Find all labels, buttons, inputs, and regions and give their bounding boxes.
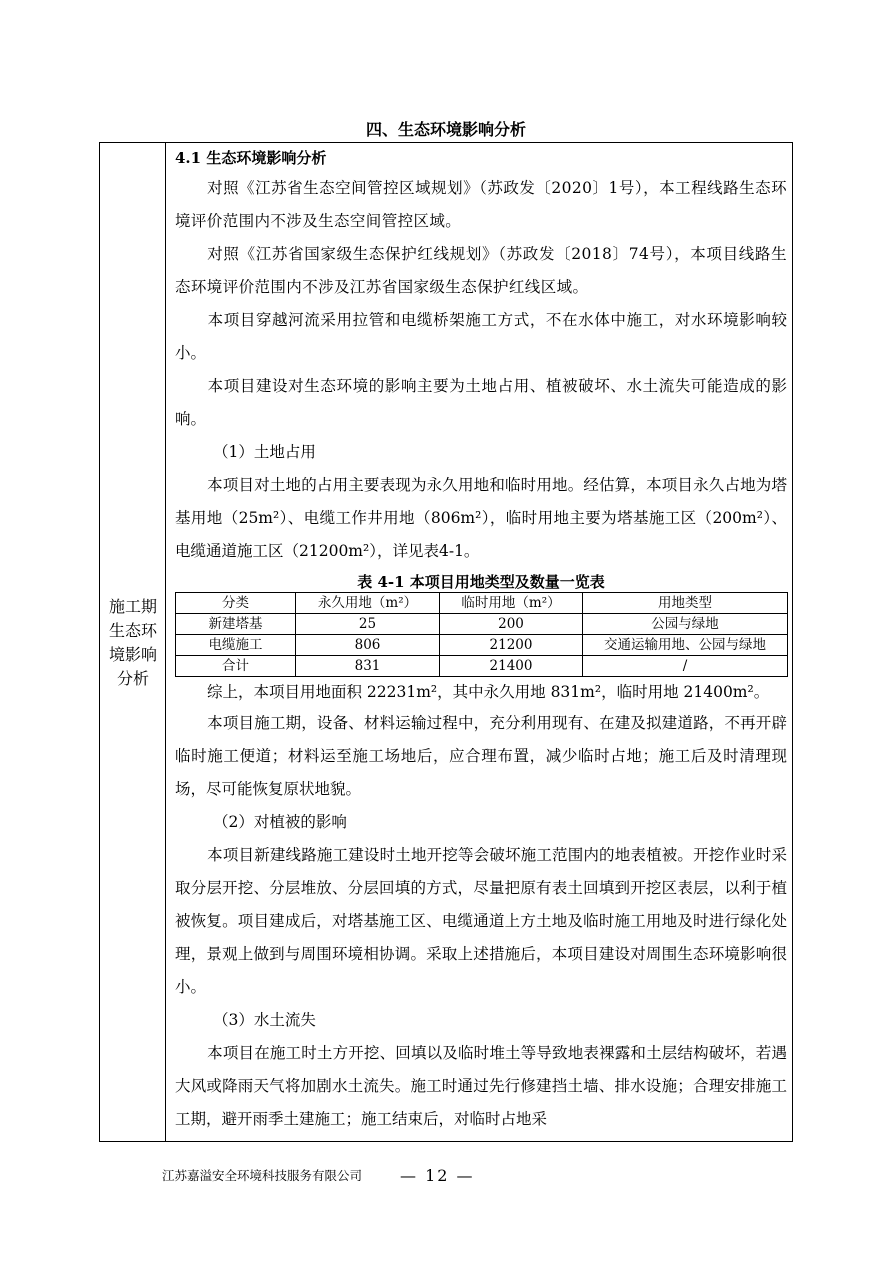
table-header-row: [176, 593, 788, 614]
table-cell: 21200: [440, 635, 583, 656]
footer-company: 江苏嘉溢安全环境科技服务有限公司: [162, 1168, 363, 1183]
page-title: 四、生态环境影响分析: [365, 120, 526, 139]
table-cell: 25: [296, 614, 440, 635]
paragraph: 对照《江苏省生态空间管控区域规划》（苏政发〔2020〕1号），本工程线路生态环境评价范围内不涉及生态空间管控区域。: [175, 179, 787, 230]
table-cell: /: [583, 656, 788, 677]
paragraph: 本项目穿越河流采用拉管和电缆桥架施工方式，不在水体中施工，对水环境影响较小。: [175, 311, 787, 362]
content-cell: [175, 147, 787, 1136]
table-cell: 200: [440, 614, 583, 635]
paragraph: 本项目建设对生态环境的影响主要为土地占用、植被破坏、水土流失可能造成的影响。: [175, 377, 787, 428]
paragraph: 本项目对土地的占用主要表现为永久用地和临时用地。经估算，本项目永久占地为塔基用地（25m²）、电缆工作井用地（806m²），临时用地主要为塔基施工区（200m²）、电缆通道施工区（21200m²），详见表4-1。: [175, 476, 787, 560]
table-row: [176, 614, 788, 635]
table-header-cell: 永久用地（m²）: [296, 593, 440, 614]
table-header-cell: 用地类型: [583, 593, 788, 614]
page-number: — 12 —: [400, 1166, 475, 1185]
table-row: [176, 635, 788, 656]
left-label-line: 境影响: [108, 645, 157, 664]
land-use-table: [175, 592, 788, 677]
left-label-line: 生态环: [108, 621, 157, 640]
subsection-heading: （3）水土流失: [213, 1011, 316, 1029]
subsection-heading: （2）对植被的影响: [213, 813, 347, 831]
table-title: 表 4-1 本项目用地类型及数量一览表: [357, 573, 605, 591]
left-category-label: [100, 595, 166, 691]
table-cell: 806: [296, 635, 440, 656]
left-label-line: 施工期: [108, 597, 157, 616]
summary-line: 综上，本项目用地面积 22231m²，其中永久用地 831m²，临时用地 21400m²。: [207, 683, 770, 701]
table-row: [176, 656, 788, 677]
table-cell: 合计: [176, 656, 296, 677]
table-cell: 交通运输用地、公园与绿地: [583, 635, 788, 656]
table-cell: 831: [296, 656, 440, 677]
paragraph: 本项目施工期，设备、材料运输过程中，充分利用现有、在建及拟建道路，不再开辟临时施工便道；材料运至施工场地后，应合理布置，减少临时占地；施工后及时清理现场，尽可能恢复原状地貌。: [175, 714, 787, 798]
table-header-cell: 分类: [176, 593, 296, 614]
analysis-table-frame: [99, 142, 793, 1142]
section-title: 4.1 生态环境影响分析: [175, 149, 327, 167]
paragraph: 本项目在施工时土方开挖、回填以及临时堆土等导致地表裸露和土层结构破坏，若遇大风或降雨天气将加剧水土流失。施工时通过先行修建挡土墙、排水设施；合理安排施工工期，避开雨季土建施工；施工结束后，对临时占地采: [175, 1044, 787, 1128]
paragraph: 对照《江苏省国家级生态保护红线规划》（苏政发〔2018〕74号），本项目线路生态环境评价范围内不涉及江苏省国家级生态保护红线区域。: [175, 245, 787, 296]
table-cell: 公园与绿地: [583, 614, 788, 635]
subsection-heading: （1）土地占用: [213, 443, 316, 461]
paragraph: 本项目新建线路施工建设时土地开挖等会破坏施工范围内的地表植被。开挖作业时采取分层开挖、分层堆放、分层回填的方式，尽量把原有表土回填到开挖区表层，以利于植被恢复。项目建成后，对塔基施工区、电缆通道上方土地及临时施工用地及时进行绿化处理，景观上做到与周围环境相协调。采取上述措施后，本项目建设对周围生态环境影响很小。: [175, 846, 787, 996]
left-category-cell: [100, 143, 166, 1141]
table-header-cell: 临时用地（m²）: [440, 593, 583, 614]
table-cell: 电缆施工: [176, 635, 296, 656]
left-label-line: 分析: [116, 669, 149, 688]
table-cell: 新建塔基: [176, 614, 296, 635]
table-cell: 21400: [440, 656, 583, 677]
